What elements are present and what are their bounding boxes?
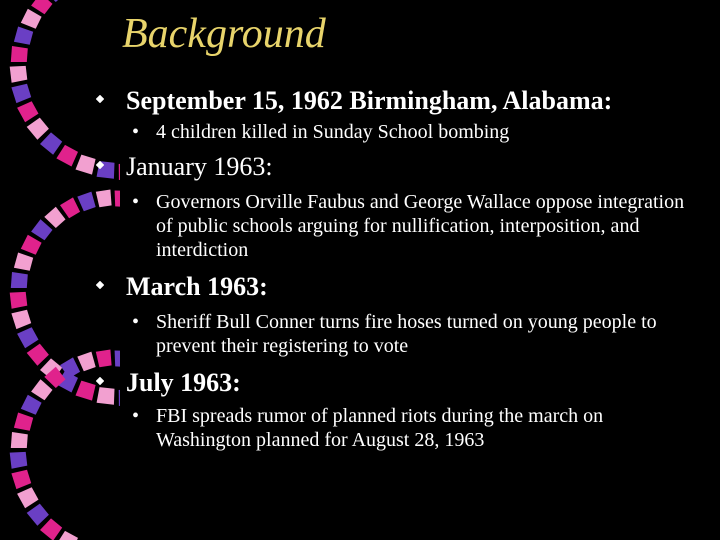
ribbon-segment — [76, 381, 96, 401]
bullet-item-3 — [96, 272, 268, 302]
ribbon-segment — [14, 253, 33, 271]
ribbon-segment — [76, 155, 96, 175]
ribbon-segment — [44, 207, 65, 228]
ribbon-segment — [31, 379, 52, 400]
bullet-heading: September 15, 1962 Birmingham, Alabama: — [126, 86, 613, 115]
ribbon-segment — [115, 191, 120, 207]
slide-title: Background — [122, 11, 326, 57]
ribbon-segment — [14, 27, 33, 45]
ribbon-segment — [31, 0, 52, 14]
ribbon-segment — [60, 197, 80, 218]
bullet-heading: July 1963: — [126, 368, 241, 397]
ribbon-segment — [11, 310, 31, 329]
sub-bullet-3 — [132, 310, 692, 358]
ribbon-segment — [17, 327, 38, 348]
ribbon-segment — [56, 145, 78, 167]
sub-bullet-dot: • — [132, 191, 140, 213]
ribbon-segment — [31, 219, 52, 240]
sub-bullet-2 — [132, 190, 692, 262]
ribbon-segment — [14, 413, 33, 431]
ribbon-segment — [40, 132, 62, 154]
ribbon-segment — [96, 190, 112, 208]
ribbon-segment — [10, 452, 28, 469]
ribbon-segment — [27, 344, 49, 366]
ribbon-segment — [21, 235, 42, 255]
ribbon-segment — [11, 84, 31, 103]
ribbon-segment — [27, 504, 49, 526]
bullet-item-1 — [96, 86, 612, 116]
ribbon-segment — [11, 46, 28, 62]
bullet-item-2 — [96, 152, 273, 182]
sub-bullet-1 — [132, 120, 692, 144]
diamond-bullet-icon — [96, 95, 104, 103]
ribbon-segment — [11, 470, 31, 489]
ribbon-segment — [10, 292, 28, 309]
ribbon-segment — [96, 350, 112, 368]
ribbon-segment — [40, 518, 62, 540]
diamond-bullet-icon — [96, 281, 104, 289]
sub-bullet-dot: • — [132, 405, 140, 427]
ribbon-segment — [21, 9, 42, 29]
ribbon-segment — [56, 531, 78, 540]
sub-bullet-dot: • — [132, 311, 140, 333]
diamond-bullet-icon — [96, 377, 104, 385]
ribbon-segment — [17, 101, 38, 122]
ribbon-segment — [17, 487, 38, 508]
ribbon-segment — [21, 395, 42, 415]
ribbon-segment — [77, 192, 95, 212]
sub-bullet-text: Governors Orville Faubus and George Wallace oppose integration of public schools arguing for nullification, interposition, and interdiction — [156, 191, 685, 261]
diamond-bullet-icon — [96, 161, 104, 169]
ribbon-decoration — [0, 0, 120, 540]
ribbon-segment — [11, 432, 28, 448]
bullet-heading: January 1963: — [126, 152, 273, 181]
sub-bullet-text: Sheriff Bull Conner turns fire hoses turned on young people to prevent their registering to vote — [156, 311, 657, 357]
ribbon-segment — [11, 272, 28, 288]
sub-bullet-text: FBI spreads rumor of planned riots during the march on Washington planned for August 28, 1963 — [156, 405, 604, 451]
ribbon-segment — [10, 66, 28, 83]
ribbon-segment — [115, 351, 120, 367]
sub-bullet-text: 4 children killed in Sunday School bombing — [156, 121, 510, 143]
sub-bullet-4 — [132, 404, 692, 452]
bullet-heading: March 1963: — [126, 272, 268, 301]
bullet-item-4 — [96, 368, 241, 398]
ribbon-segment — [27, 118, 49, 140]
ribbon-segment — [77, 352, 95, 372]
sub-bullet-dot: • — [132, 121, 140, 143]
